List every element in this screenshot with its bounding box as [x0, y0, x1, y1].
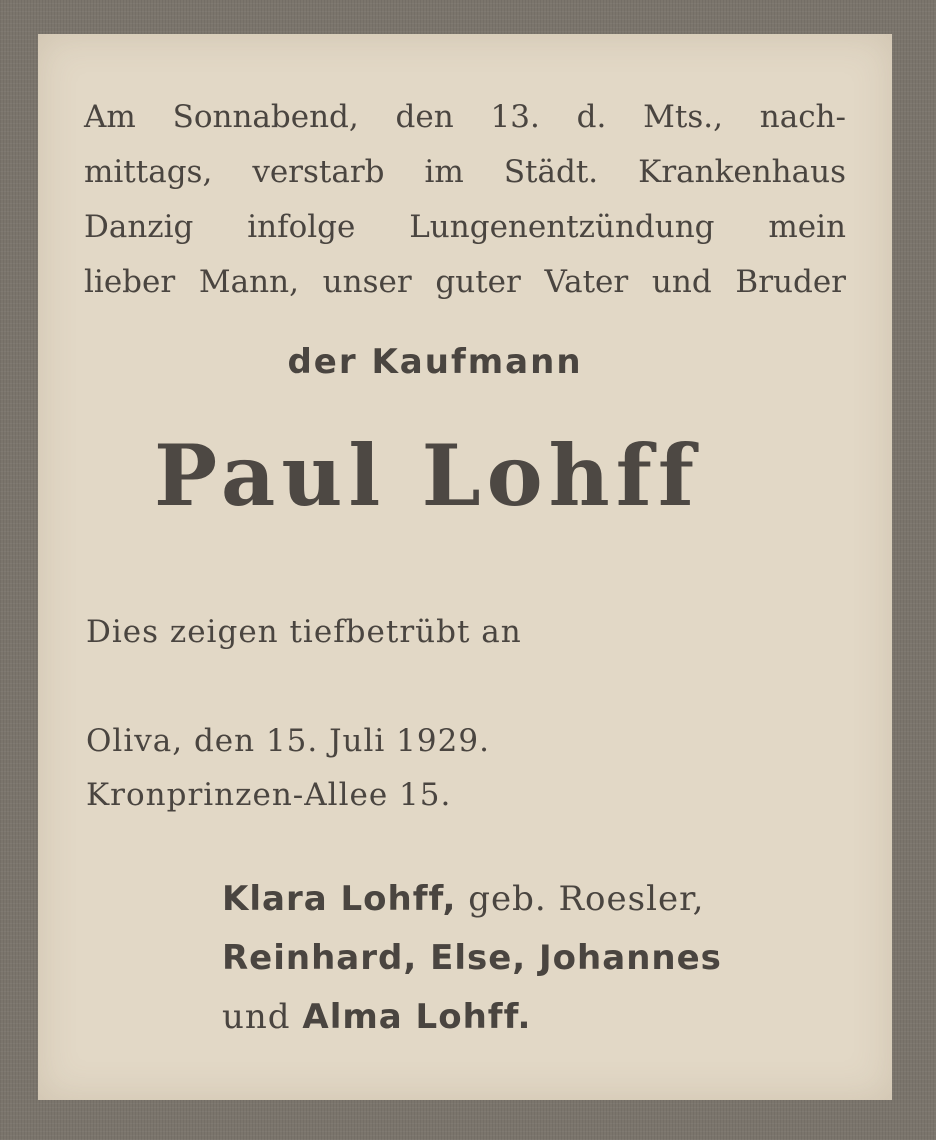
signer-line-2: Reinhard, Else, Johannes: [222, 938, 722, 978]
deceased-name: Paul Lohff: [154, 426, 700, 525]
signer-klara-name: Klara Lohff,: [222, 879, 457, 919]
intro-paragraph: [84, 90, 846, 310]
announcement-text: Dies zeigen tiefbetrübt an: [86, 614, 522, 650]
signer-line-1: [222, 870, 722, 929]
intro-line-4: lieber Mann, unser guter Vater und Bruder: [84, 264, 846, 300]
intro-line-2: mittags, verstarb im Städt. Krankenhaus: [84, 154, 846, 190]
signer-klara-maiden: geb. Roesler,: [468, 879, 705, 919]
signer-conjunction: und: [222, 997, 291, 1037]
place-date-block: [86, 714, 490, 822]
signers-block: [222, 870, 722, 1047]
intro-line-3: Danzig infolge Lungenentzündung mein: [84, 209, 846, 245]
occupation-heading: der Kaufmann: [287, 342, 583, 382]
obituary-notice: [38, 34, 892, 1100]
signer-alma-name: Alma Lohff.: [302, 997, 532, 1037]
place-date: Oliva, den 15. Juli 1929.: [86, 723, 490, 759]
signer-line-3: [222, 988, 722, 1047]
address: Kronprinzen-Allee 15.: [86, 777, 452, 813]
intro-line-1: Am Sonnabend, den 13. d. Mts., nach-: [84, 99, 846, 135]
